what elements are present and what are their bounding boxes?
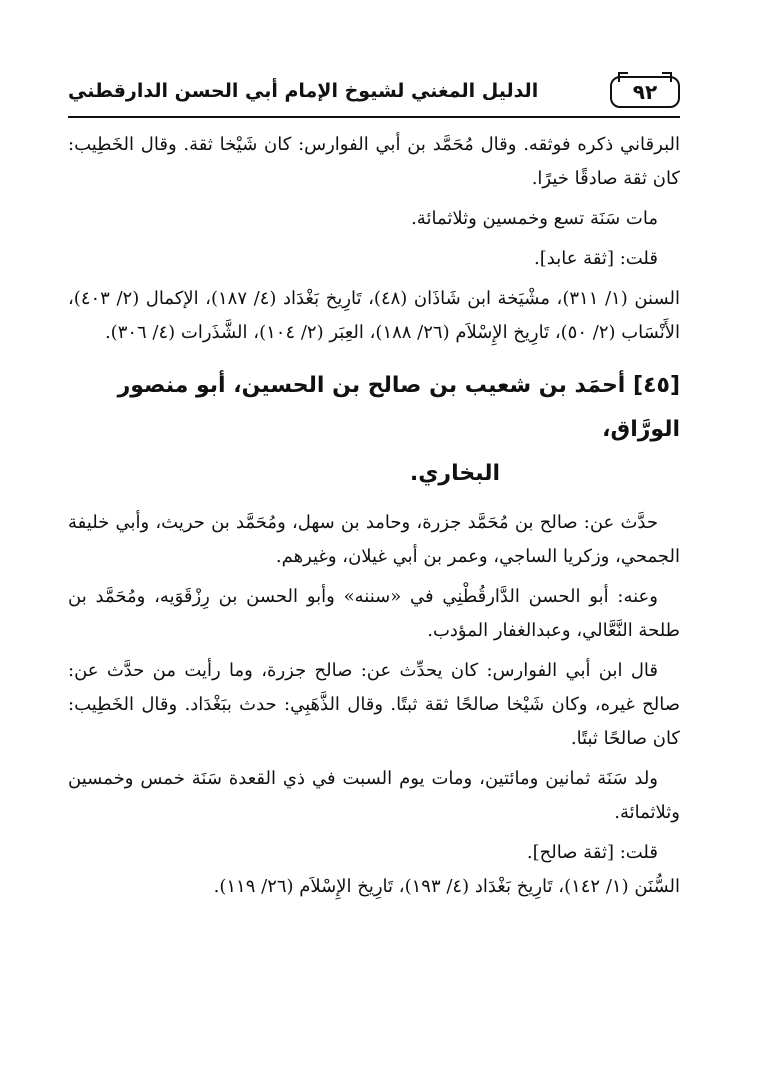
entry-sources: السُّنَن (١/ ١٤٢)، تَارِيخ بَغْدَاد (٤/ ١٩٣)، تَارِيخ الإِسْلاَم (٢٦/ ١١٩). [213, 876, 680, 897]
entry-dates-paragraph: ولد سَنَة ثمانين ومائتين، ومات يوم السبت في ذي القعدة سَنَة خمس وخمسين وثلاثمائة. [68, 768, 680, 823]
entry-teachers-paragraph: حدَّث عن: صالح بن مُحَمَّد جزرة، وحامد بن سهل، ومُحَمَّد بن حريث، وأبي خليفة الجمحي، وزكريا الساجي، وعمر بن أبي غيلان، وغيرهم. [68, 512, 680, 567]
entry-heading [68, 364, 680, 496]
prev-entry-verdict: قلت: [ثقة عابد]. [534, 248, 658, 269]
entry-heading-line-2: البخاري. [409, 461, 500, 486]
prev-entry-sources: السنن (١/ ٣١١)، مشْيَخة ابن شَاذَان (٤٨)، تَارِيخ بَغْدَاد (٤/ ١٨٧)، الإكمال (٢/ ٤٠٣)، الأَنْسَاب (٢/ ٥٠)، تَارِيخ الإِسْلاَم (٢٦/ ١٨٨)، العِبَر (٢/ ١٠٤)، الشَّذَرات (٤/ ٣٠٦). [68, 288, 680, 343]
entry-heading-line-1: [٤٥] أحمَد بن شعيب بن صالح بن الحسين، أبو منصور الورَّاق، [117, 373, 680, 442]
prev-entry-death-paragraph: مات سَنَة تسع وخمسين وثلاثمائة. [411, 208, 658, 229]
page-number: ٩٢ [632, 80, 658, 104]
running-title: الدليل المغني لشيوخ الإمام أبي الحسن الدارقطني [68, 80, 539, 102]
prev-entry-paragraph-1: البرقاني ذكره فوثقه. وقال مُحَمَّد بن أبي الفوارس: كان شَيْخا ثقة. وقال الخَطِيب: كان ثقة صادقًا خيرًا. [68, 134, 680, 189]
page-number-frame [610, 76, 680, 108]
page-header [68, 70, 680, 118]
book-page [68, 70, 680, 904]
entry-students-paragraph: وعنه: أبو الحسن الدَّارقُطْنِي في «سننه» وأبو الحسن بن رِزْقَوَيه، ومُحَمَّد بن طلحة النَّعَّالي، وعبدالغفار المؤدب. [68, 586, 680, 641]
entry-verdict: قلت: [ثقة صالح]. [526, 842, 658, 863]
entry-grading-paragraph: قال ابن أبي الفوارس: كان يحدِّث عن: صالح جزرة، وما رأيت من حدَّث عن: صالح غيره، وكان شَيْخا صالحًا ثقة ثبتًا. وقال الذَّهَبِي: حدث ببَغْدَاد. وقال الخَطِيب: كان صالحًا ثبتًا. [68, 660, 680, 749]
